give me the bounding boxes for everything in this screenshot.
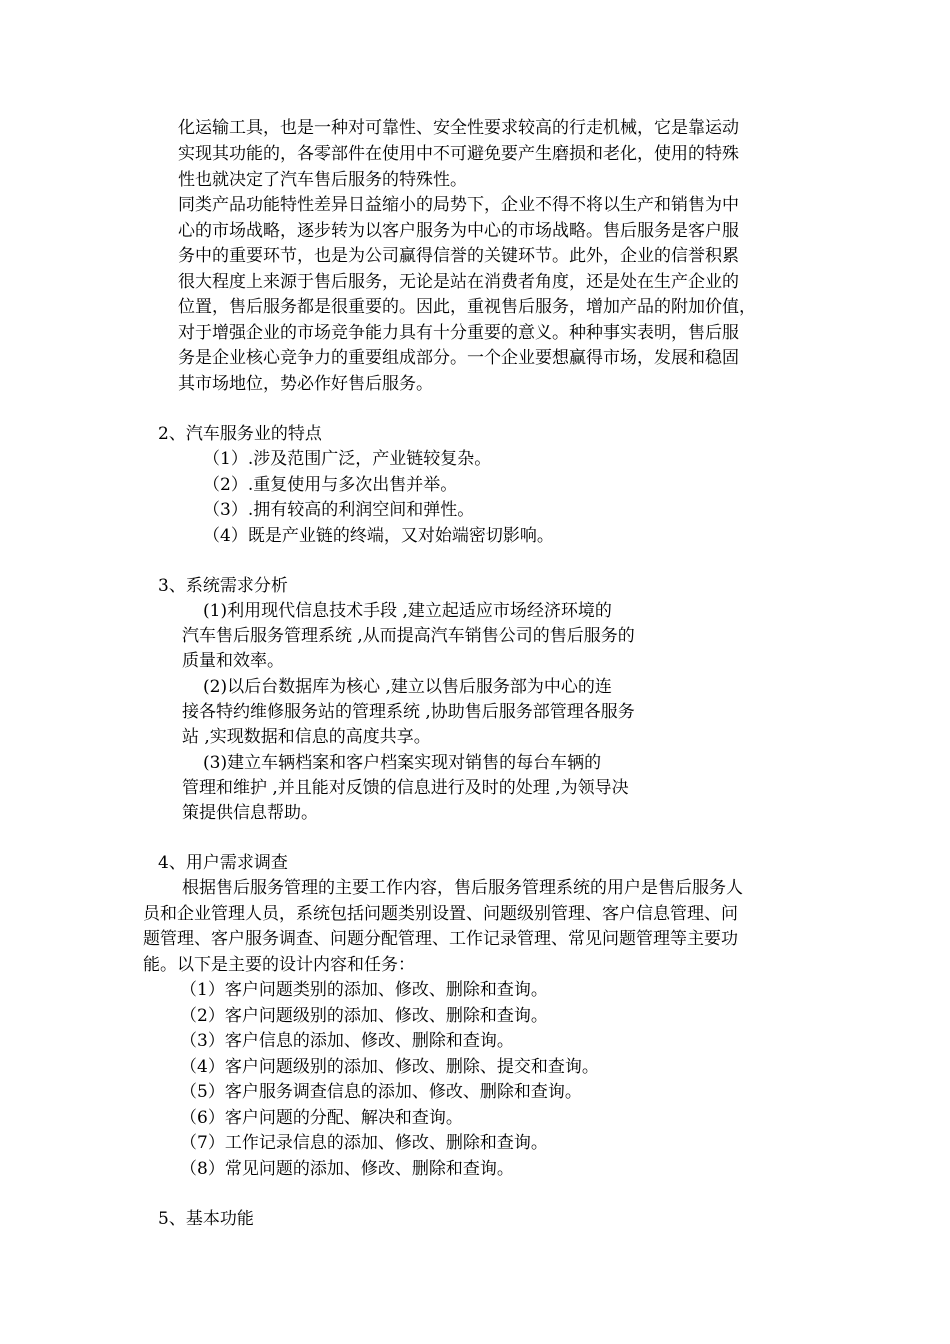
- text-line: 同类产品功能特性差异日益缩小的局势下，企业不得不将以生产和销售为中: [178, 195, 739, 215]
- list-item: （1）.涉及范围广泛，产业链较复杂。: [203, 449, 492, 469]
- list-item: （2）客户问题级别的添加、修改、删除和查询。: [180, 1006, 548, 1026]
- text-line: 质量和效率。: [182, 651, 284, 671]
- text-line: 对于增强企业的市场竞争能力具有十分重要的意义。种种事实表明，售后服: [178, 323, 739, 343]
- text-line: 位置，售后服务都是很重要的。因此，重视售后服务，增加产品的附加价值，: [178, 297, 756, 317]
- list-item: （7）工作记录信息的添加、修改、删除和查询。: [180, 1133, 548, 1153]
- text-line: 务中的重要环节，也是为公司赢得信誉的关键环节。此外，企业的信誉积累: [178, 246, 739, 266]
- text-line: 实现其功能的，各零部件在使用中不可避免要产生磨损和老化，使用的特殊: [178, 144, 739, 164]
- text-line: 化运输工具，也是一种对可靠性、安全性要求较高的行走机械，它是靠运动: [178, 118, 739, 138]
- list-item: （4）客户问题级别的添加、修改、删除、提交和查询。: [180, 1057, 599, 1077]
- list-item: （3）客户信息的添加、修改、删除和查询。: [180, 1031, 514, 1051]
- list-item: （5）客户服务调查信息的添加、修改、删除和查询。: [180, 1082, 582, 1102]
- text-line: (2)以后台数据库为核心 ,建立以售后服务部为中心的连: [203, 677, 612, 697]
- list-item: （6）客户问题的分配、解决和查询。: [180, 1108, 463, 1128]
- text-line: 能。以下是主要的设计内容和任务：: [143, 955, 415, 975]
- list-item: （2）.重复使用与多次出售并举。: [203, 475, 458, 495]
- section-heading: 4、用户需求调查: [158, 853, 288, 873]
- text-line: (3)建立车辆档案和客户档案实现对销售的每台车辆的: [203, 753, 602, 773]
- text-line: 员和企业管理人员，系统包括问题类别设置、问题级别管理、客户信息管理、问: [143, 904, 738, 924]
- list-item: （4）既是产业链的终端，又对始端密切影响。: [203, 526, 554, 546]
- list-item: （8）常见问题的添加、修改、删除和查询。: [180, 1159, 514, 1179]
- list-item: （3）.拥有较高的利润空间和弹性。: [203, 500, 475, 520]
- section-heading: 3、系统需求分析: [158, 576, 288, 596]
- text-line: (1)利用现代信息技术手段 ,建立起适应市场经济环境的: [203, 601, 612, 621]
- text-line: 性也就决定了汽车售后服务的特殊性。: [178, 170, 467, 190]
- text-line: 站 ,实现数据和信息的高度共享。: [182, 727, 431, 747]
- text-line: 题管理、客户服务调查、问题分配管理、工作记录管理、常见问题管理等主要功: [143, 929, 738, 949]
- text-line: 接各特约维修服务站的管理系统 ,协助售后服务部管理各服务: [182, 702, 635, 722]
- text-line: 心的市场战略，逐步转为以客户服务为中心的市场战略。售后服务是客户服: [178, 221, 739, 241]
- text-line: 管理和维护 ,并且能对反馈的信息进行及时的处理 ,为领导决: [182, 778, 629, 798]
- text-line: 其市场地位，势必作好售后服务。: [178, 374, 433, 394]
- text-line: 务是企业核心竞争力的重要组成部分。一个企业要想赢得市场，发展和稳固: [178, 348, 739, 368]
- section-heading: 2、汽车服务业的特点: [158, 424, 322, 444]
- text-line: 汽车售后服务管理系统 ,从而提高汽车销售公司的售后服务的: [182, 626, 635, 646]
- section-heading: 5、基本功能: [158, 1209, 254, 1229]
- text-line: 策提供信息帮助。: [182, 803, 318, 823]
- list-item: （1）客户问题类别的添加、修改、删除和查询。: [180, 980, 548, 1000]
- text-line: 很大程度上来源于售后服务，无论是站在消费者角度，还是处在生产企业的: [178, 272, 739, 292]
- text-line: 根据售后服务管理的主要工作内容，售后服务管理系统的用户是售后服务人: [182, 878, 743, 898]
